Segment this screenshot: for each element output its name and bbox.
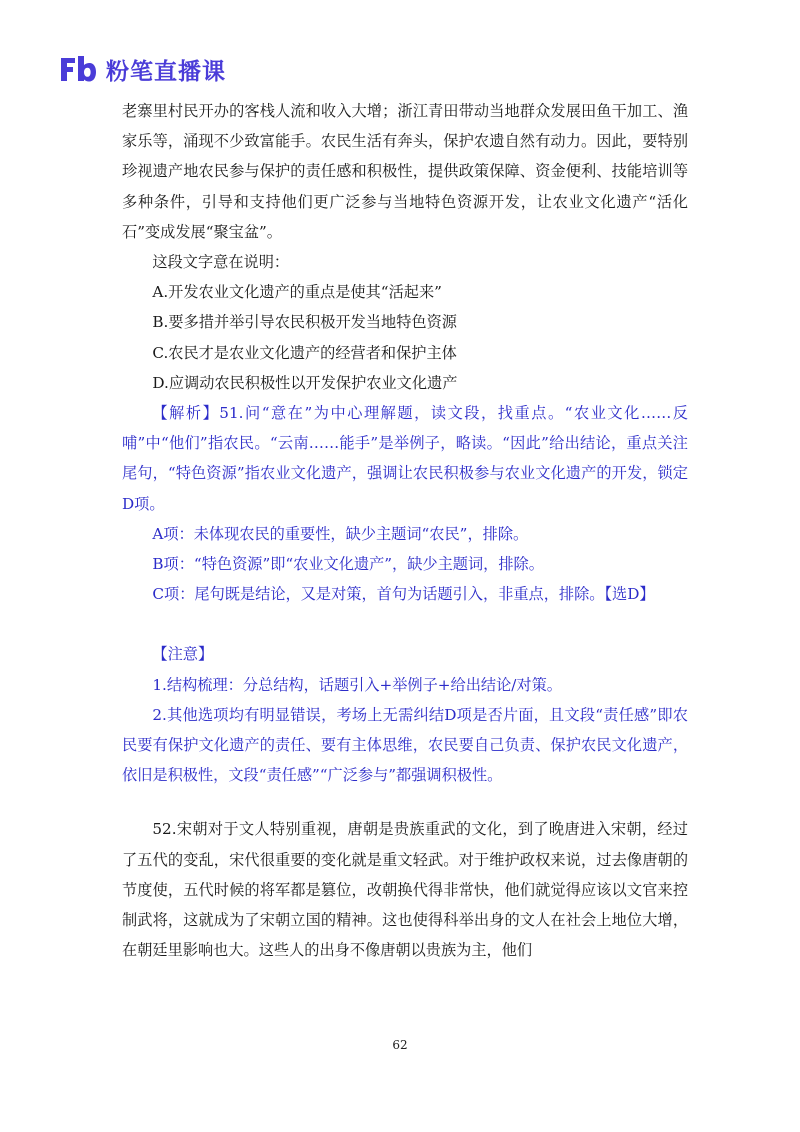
analysis-option-a: A项：未体现农民的重要性，缺少主题词“农民”，排除。 (152, 524, 529, 543)
fb-logo-icon (58, 54, 98, 84)
passage-51-tail: 老寨里村民开办的客栈人流和收入大增；浙江青田带动当地群众发展田鱼干加工、渔家乐等，涌现不少致富能手。农民生活有奔头，保护农遗自然有动力。因此，要特别珍视遗产地农民参与保护的责任感和积极性，提供政策保障、资金便利、技能培训等多种条件，引导和支持他们更广泛参与当地特色资源开发，让农业文化遗产“活化石”变成发展“聚宝盆”。 (122, 102, 688, 241)
brand-name: 粉笔直播课 (106, 58, 226, 85)
note-item-2: 2.其他选项均有明显错误，考场上无需纠结D项是否片面，且文段“责任感”即农民要有保护文化遗产的责任、要有主体思维，农民要自己负责、保护农民文化遗产，依旧是积极性，文段“责任感”“广泛参与”都强调积极性。 (122, 705, 688, 785)
note-title: 【注意】 (152, 645, 214, 664)
spacer (122, 790, 688, 814)
analysis-main: 【解析】51.问“意在”为中心理解题，读文段，找重点。“农业文化……反哺”中“他们”指农民。“云南……能手”是举例子，略读。“因此”给出结论，重点关注尾句，“特色资源”指农业文化遗产，强调让农民积极参与农业文化遗产的开发，锁定D项。 (122, 404, 688, 513)
analysis-option-b: B项：“特色资源”即“农业文化遗产”，缺少主题词，排除。 (152, 555, 544, 574)
question-stem: 这段文字意在说明： (152, 253, 290, 272)
option-a: A.开发农业文化遗产的重点是使其“活起来” (152, 283, 442, 302)
page-content (122, 96, 688, 965)
page-header (58, 52, 226, 86)
spacer (122, 609, 688, 639)
option-b: B.要多措并举引导农民积极开发当地特色资源 (152, 313, 457, 332)
option-c: C.农民才是农业文化遗产的经营者和保护主体 (152, 343, 457, 362)
passage-52: 52.宋朝对于文人特别重视，唐朝是贵族重武的文化，到了晚唐进入宋朝，经过了五代的变乱，宋代很重要的变化就是重文轻武。对于维护政权来说，过去像唐朝的节度使，五代时候的将军都是篡位，改朝换代得非常快，他们就觉得应该以文官来控制武将，这就成为了宋朝立国的精神。这也使得科举出身的文人在社会上地位大增，在朝廷里影响也大。这些人的出身不像唐朝以贵族为主，他们 (122, 820, 688, 960)
option-d: D.应调动农民积极性以开发保护农业文化遗产 (152, 373, 458, 392)
analysis-option-c: C项：尾句既是结论，又是对策，首句为话题引入，非重点，排除。【选D】 (152, 585, 655, 604)
page-number: 62 (392, 1038, 408, 1052)
note-item-1: 1.结构梳理：分总结构，话题引入+举例子+给出结论/对策。 (152, 675, 562, 694)
